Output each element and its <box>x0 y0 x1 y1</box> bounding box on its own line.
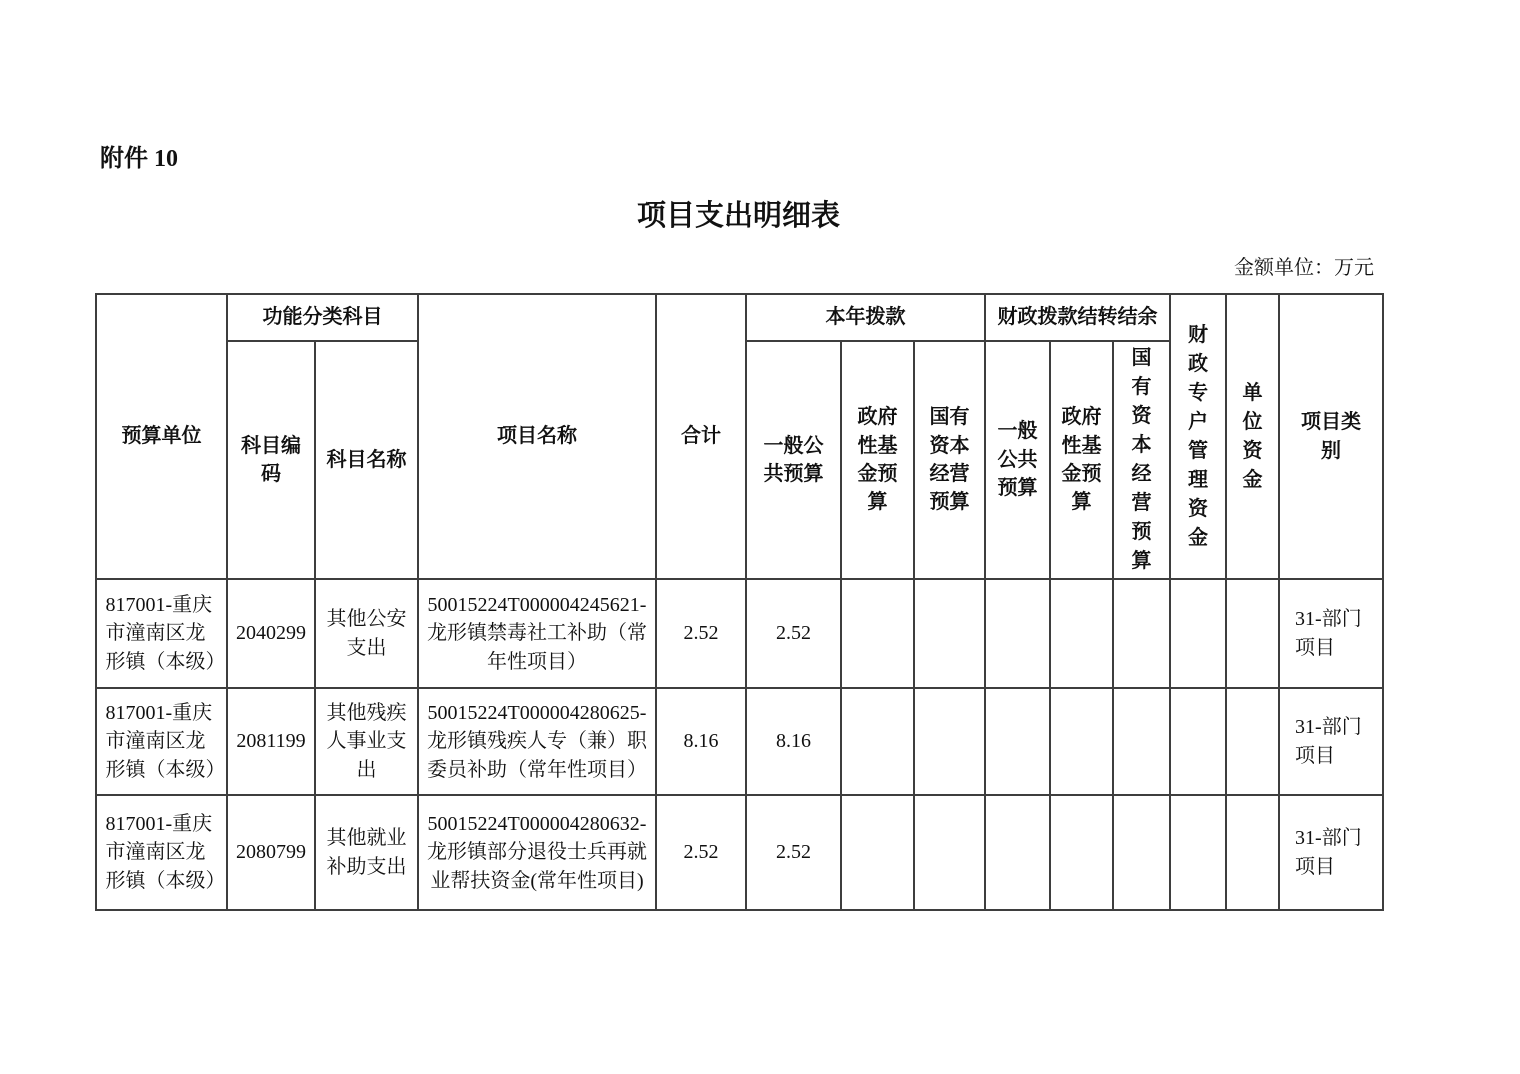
header-co-state-capital-budget <box>1113 341 1170 579</box>
header-project-name: 项目名称 <box>418 294 656 579</box>
header-unit-funds <box>1226 294 1279 579</box>
cell-total: 2.52 <box>656 795 746 910</box>
budget-unit-text: 817001-重庆市潼南区龙形镇（本级） <box>105 593 226 673</box>
subject-name-text: 其他残疾人事业支出 <box>326 701 407 781</box>
header-cy-general-public-budget <box>746 341 841 579</box>
cell-total: 2.52 <box>656 579 746 688</box>
cell-project-category <box>1279 795 1383 910</box>
cell-subject-code: 2080799 <box>227 795 315 910</box>
header-subject-code <box>227 341 315 579</box>
cell-cy-gov-fund-budget <box>841 688 914 795</box>
header-total: 合计 <box>656 294 746 579</box>
header-co-general-public-budget <box>985 341 1050 579</box>
cell-cy-state-capital-budget <box>914 688 985 795</box>
table-row <box>96 579 1383 688</box>
cell-cy-state-capital-budget <box>914 795 985 910</box>
header-project-category <box>1279 294 1383 579</box>
header-cy-state-capital-budget-label: 国有资本经营预算 <box>929 406 970 514</box>
page-title: 项目支出明细表 <box>636 200 840 232</box>
cell-cy-general-public-budget: 2.52 <box>746 579 841 688</box>
header-subject-code-label: 科目编码 <box>241 434 301 485</box>
cell-project-name: 50015224T000004280625-龙形镇残疾人专（兼）职委员补助（常年性项目） <box>418 688 656 795</box>
cell-unit-funds <box>1226 688 1279 795</box>
cell-unit-funds <box>1226 795 1279 910</box>
header-project-category-label: 项目类别 <box>1301 411 1362 462</box>
subject-name-text: 其他就业补助支出 <box>326 827 407 878</box>
header-co-gov-fund-budget-label: 政府性基金预算 <box>1061 406 1102 514</box>
project-category-text: 31-部门项目 <box>1295 608 1362 659</box>
cell-co-state-capital-budget <box>1113 688 1170 795</box>
cell-project-name: 50015224T000004245621-龙形镇禁毒社工补助（常年性项目） <box>418 579 656 688</box>
table-row <box>96 688 1383 795</box>
cell-co-general-public-budget <box>985 688 1050 795</box>
cell-cy-gov-fund-budget <box>841 579 914 688</box>
project-category-text: 31-部门项目 <box>1295 716 1362 767</box>
attachment-label: 附件 10 <box>100 146 178 172</box>
budget-unit-text: 817001-重庆市潼南区龙形镇（本级） <box>105 701 226 781</box>
cell-fiscal-special-account-funds <box>1170 688 1226 795</box>
cell-subject-code: 2040299 <box>227 579 315 688</box>
project-category-text: 31-部门项目 <box>1295 827 1362 878</box>
cell-cy-gov-fund-budget <box>841 795 914 910</box>
header-fiscal-special-account-funds <box>1170 294 1226 579</box>
cell-fiscal-special-account-funds <box>1170 579 1226 688</box>
header-budget-unit: 预算单位 <box>96 294 227 579</box>
cell-budget-unit <box>96 579 227 688</box>
header-carryover-group: 财政拨款结转结余 <box>985 294 1170 341</box>
header-fiscal-special-account-funds-label: 财政专户管理资金 <box>1188 323 1209 549</box>
cell-budget-unit <box>96 795 227 910</box>
amount-unit-note: 金额单位：万元 <box>1234 257 1374 279</box>
header-current-year-group: 本年拨款 <box>746 294 985 341</box>
cell-subject-name <box>315 688 418 795</box>
cell-project-name: 50015224T000004280632-龙形镇部分退役士兵再就业帮扶资金(常年性项目) <box>418 795 656 910</box>
cell-co-state-capital-budget <box>1113 795 1170 910</box>
header-cy-state-capital-budget <box>914 341 985 579</box>
header-co-general-public-budget-label: 一般公共预算 <box>997 420 1038 500</box>
header-functional-category-group: 功能分类科目 <box>227 294 418 341</box>
header-subject-name: 科目名称 <box>315 341 418 579</box>
cell-co-gov-fund-budget <box>1050 795 1113 910</box>
project-expenditure-table <box>95 293 1384 911</box>
cell-subject-code: 2081199 <box>227 688 315 795</box>
cell-fiscal-special-account-funds <box>1170 795 1226 910</box>
cell-cy-state-capital-budget <box>914 579 985 688</box>
table-row <box>96 795 1383 910</box>
header-cy-gov-fund-budget-label: 政府性基金预算 <box>857 406 898 514</box>
subject-name-text: 其他公安支出 <box>326 608 407 659</box>
cell-cy-general-public-budget: 2.52 <box>746 795 841 910</box>
cell-budget-unit <box>96 688 227 795</box>
cell-subject-name <box>315 795 418 910</box>
cell-project-category <box>1279 579 1383 688</box>
cell-co-gov-fund-budget <box>1050 688 1113 795</box>
header-cy-general-public-budget-label: 一般公共预算 <box>763 434 824 485</box>
header-co-gov-fund-budget <box>1050 341 1113 579</box>
header-unit-funds-label: 单位资金 <box>1242 381 1263 491</box>
cell-co-general-public-budget <box>985 579 1050 688</box>
cell-unit-funds <box>1226 579 1279 688</box>
budget-unit-text: 817001-重庆市潼南区龙形镇（本级） <box>105 812 226 892</box>
cell-subject-name <box>315 579 418 688</box>
cell-co-gov-fund-budget <box>1050 579 1113 688</box>
cell-total: 8.16 <box>656 688 746 795</box>
cell-co-general-public-budget <box>985 795 1050 910</box>
cell-co-state-capital-budget <box>1113 579 1170 688</box>
cell-cy-general-public-budget: 8.16 <box>746 688 841 795</box>
header-co-state-capital-budget-label: 国有资本经营预算 <box>1131 347 1152 572</box>
header-cy-gov-fund-budget <box>841 341 914 579</box>
cell-project-category <box>1279 688 1383 795</box>
